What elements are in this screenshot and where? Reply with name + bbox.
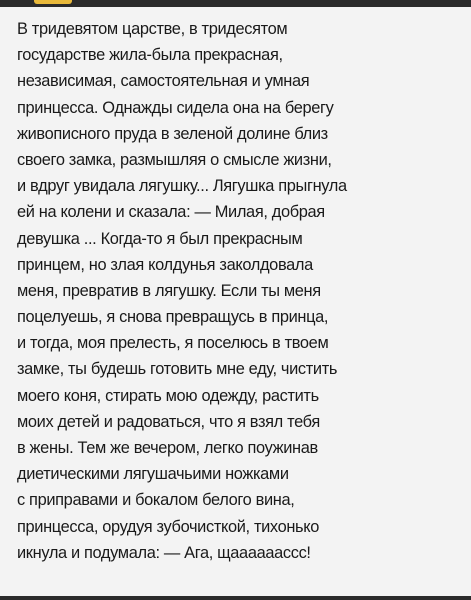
text-line: моего коня, стирать мою одежду, растить — [17, 386, 319, 405]
text-line: и вдруг увидала лягушку... Лягушка прыгнула — [17, 177, 347, 196]
text-line: девушка ... Когда-то я был прекрасным — [17, 229, 303, 248]
text-line: и тогда, моя прелесть, я поселюсь в твоем — [17, 334, 329, 353]
text-line: В тридевятом царстве, в тридесятом — [17, 20, 288, 38]
text-line: в жены. Тем же вечером, легко поужинав — [17, 439, 318, 457]
text-line: государстве жила-была прекрасная, — [17, 46, 283, 65]
text-line: икнула и подумала: — Ага, щаааааассс! — [17, 543, 311, 562]
text-line: принцесса. Однажды сидела она на берегу — [17, 98, 334, 117]
text-line: моих детей и радоваться, что я взял тебя — [17, 412, 320, 431]
top-accent-bar — [34, 0, 72, 4]
text-line: независимая, самостоятельная и умная — [17, 72, 310, 91]
text-line: принцесса, орудуя зубочисткой, тихонько — [17, 517, 320, 536]
text-line: с приправами и бокалом белого вина, — [17, 491, 295, 510]
text-line: меня, превратив в лягушку. Если ты меня — [17, 281, 321, 300]
text-line: живописного пруда в зеленой долине близ — [17, 124, 328, 143]
text-line: своего замка, размышляя о смысле жизни, — [17, 150, 332, 169]
text-line: поцелуешь, я снова превращусь в принца, — [17, 308, 329, 327]
bottom-border — [0, 596, 471, 600]
text-line: принцем, но злая колдунья заколдовала — [17, 255, 313, 274]
text-line: ей на колени и сказала: — Милая, добрая — [17, 203, 325, 222]
text-line: замке, ты будешь готовить мне еду, чистить — [17, 360, 338, 379]
story-text — [17, 16, 463, 566]
text-line: диетическими лягушачьими ножками — [17, 465, 289, 484]
